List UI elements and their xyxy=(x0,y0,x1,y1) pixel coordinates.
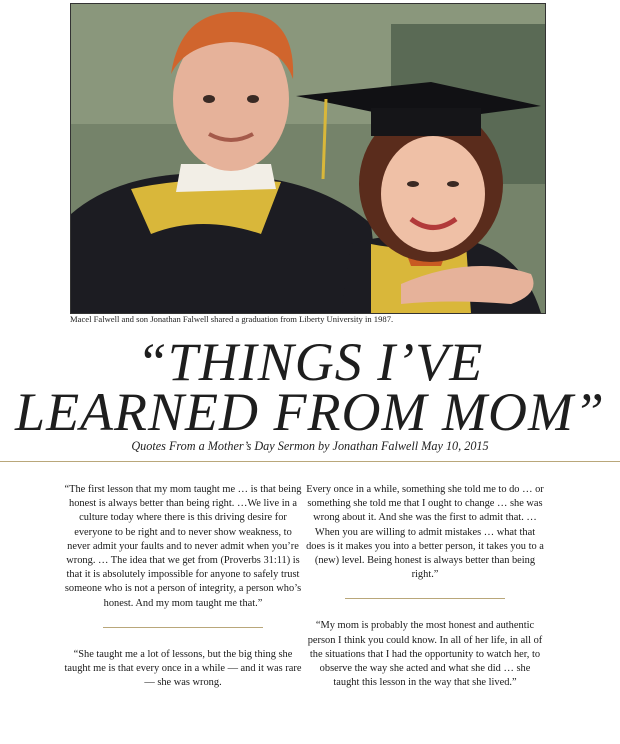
quote-admit-mistakes: Every once in a while, something she told me to do … or something she told me that I ought to change … she was wrong about it. And she was the first to admit that. …When you are willing to admit mistakes … what that does is it makes you into a better person, it takes you to a (new) level. Being honest is always better than being right.” xyxy=(306,484,544,581)
headline-line-1: “THINGS I’VE xyxy=(136,332,484,392)
quote-divider xyxy=(103,627,263,628)
photo-caption: Macel Falwell and son Jonathan Falwell shared a graduation from Liberty University in 1987. xyxy=(70,314,394,324)
quote-honesty: “The first lesson that my mom taught me … is that being honest is always better than being right. …We live in a culture today where there is this driving desire for everyone to be right and to never show weakness, to never admit your faults and to never admit when you’re wrong. … The idea that we get from (Proverbs 31:11) is that it is absolutely impossible for anyone to safely trust someone who is not a person of integrity, a person who’s honest. And my mom taught me that.” xyxy=(64,484,302,609)
graduation-photo xyxy=(70,3,546,314)
quote-authentic: “My mom is probably the most honest and authentic person I think you could know. In all of her life, in all of the situations that I had the opportunity to watch her, to observe the way she acted and what she did … she taught this lesson in the way that she lived.” xyxy=(307,620,543,689)
subtitle: Quotes From a Mother’s Day Sermon by Jonathan Falwell May 10, 2015 xyxy=(131,439,489,453)
quote-column-right xyxy=(306,483,544,690)
photo-illustration xyxy=(71,4,545,313)
quote-column-left xyxy=(64,483,302,690)
header-rule xyxy=(0,461,620,462)
quote-divider xyxy=(345,598,505,599)
quote-lessons: “She taught me a lot of lessons, but the big thing she taught me is that every once in a while — and it was rare — she was wrong. xyxy=(64,648,302,689)
headline-line-2: LEARNED FROM MOM” xyxy=(15,382,605,442)
